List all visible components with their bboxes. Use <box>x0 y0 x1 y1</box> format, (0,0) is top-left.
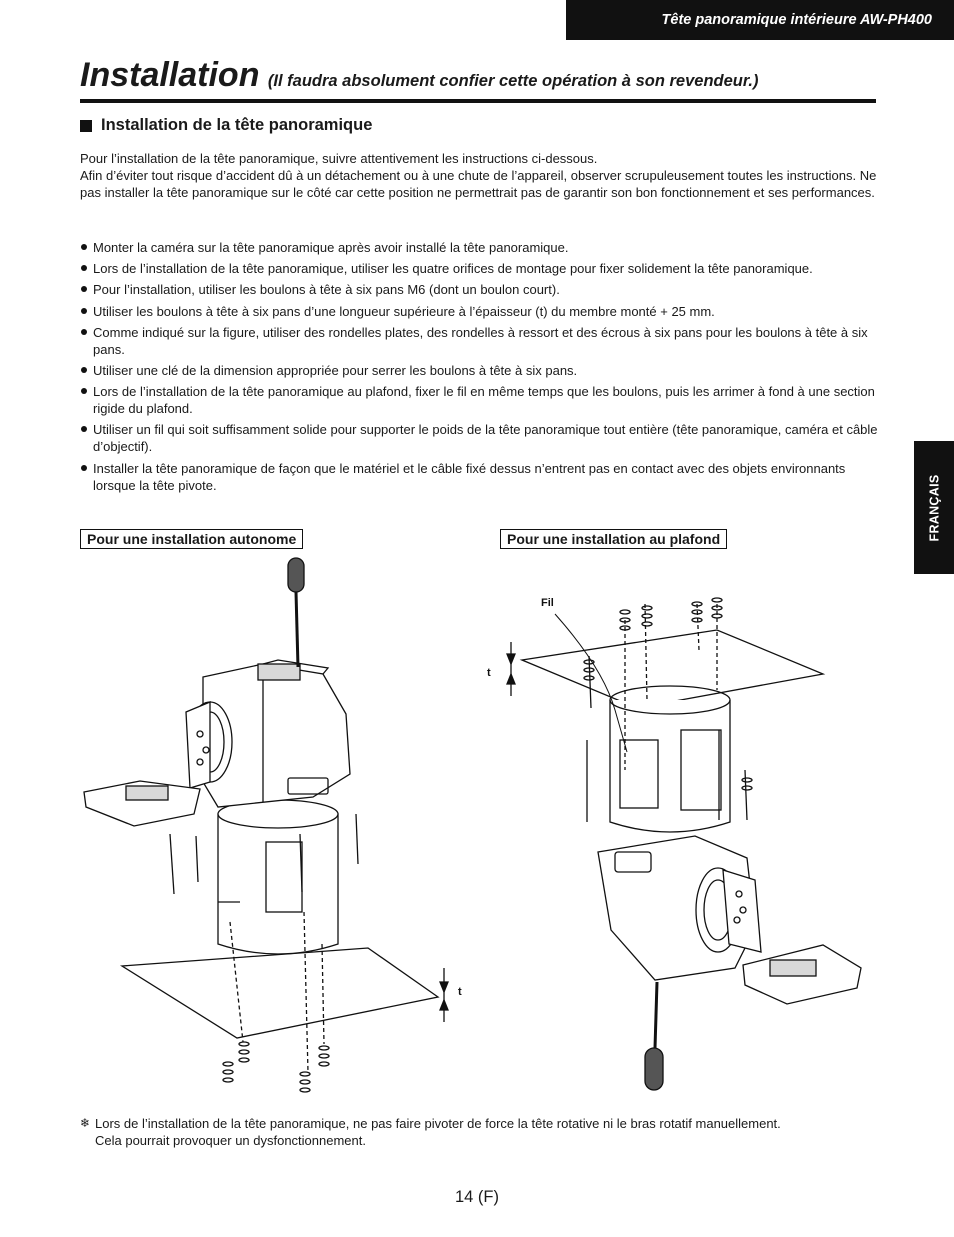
base-plate <box>122 948 438 1038</box>
intro-paragraph: Pour l’installation de la tête panoramique, suivre attentivement les instructions ci-dessous. <box>80 151 598 166</box>
antenna-rod <box>655 982 657 1048</box>
list-item: Lors de l’installation de la tête panoramique, utiliser les quatre orifices de montage pour fixer solidement la tête panoramique. <box>80 260 880 277</box>
note-line-2: Cela pourrait provoquer un dysfonctionnement. <box>95 1133 366 1148</box>
page-title <box>80 56 876 103</box>
bullet-icon <box>81 265 87 271</box>
pedestal-body <box>218 814 338 954</box>
bullet-icon <box>81 426 87 432</box>
section-heading <box>80 116 372 135</box>
bullet-icon <box>81 286 87 292</box>
standalone-installation-illustration <box>78 552 478 1097</box>
list-item: Pour l’installation, utiliser les boulons à tête à six pans M6 (dont un boulon court). <box>80 281 880 298</box>
snowflake-note-icon: ❄ <box>80 1116 91 1130</box>
bullet-icon <box>81 465 87 471</box>
product-title: Tête panoramique intérieure AW-PH400 <box>661 12 932 28</box>
note-line-1: Lors de l’installation de la tête panoramique, ne pas faire pivoter de force la tête rotative ni le bras rotatif manuellement. <box>95 1116 781 1131</box>
ceiling-figure-label: Pour une installation au plafond <box>500 529 727 549</box>
title-subtitle: (Il faudra absolument confier cette opération à son revendeur.) <box>267 72 759 90</box>
header-bar <box>566 0 954 40</box>
wire-label: Fil <box>541 597 554 609</box>
language-tab-label: FRANÇAIS <box>927 474 942 541</box>
black-square-icon <box>80 120 92 132</box>
list-item: Utiliser une clé de la dimension appropriée pour serrer les boulons à tête à six pans. <box>80 362 880 379</box>
list-item: Monter la caméra sur la tête panoramique après avoir installé la tête panoramique. <box>80 239 880 256</box>
bullet-icon <box>81 329 87 335</box>
caution-note <box>80 1115 880 1149</box>
bullet-icon <box>81 244 87 250</box>
side-arm <box>723 870 761 952</box>
bullet-icon <box>81 388 87 394</box>
title-main: Installation <box>80 56 260 94</box>
nut-washer-stacks <box>223 1042 329 1092</box>
page-number: 14 (F) <box>454 1188 499 1206</box>
list-item: Installer la tête panoramique de façon que le matériel et le câble fixé dessus n’entrent pas en contact avec des objets environnants lorsque la tête pivote. <box>80 460 880 494</box>
bullet-icon <box>81 367 87 373</box>
standalone-figure-label: Pour une installation autonome <box>80 529 303 549</box>
ceiling-installation-illustration <box>485 590 865 1100</box>
thickness-label: t <box>487 667 491 679</box>
section-heading-text: Installation de la tête panoramique <box>101 116 373 134</box>
antenna-rod <box>296 592 298 667</box>
language-tab <box>914 441 954 574</box>
list-item: Comme indiqué sur la figure, utiliser des rondelles plates, des rondelles à ressort et des écrous à six pans pour les boulons à tête à six pans. <box>80 324 880 358</box>
bullet-icon <box>81 308 87 314</box>
list-item: Utiliser les boulons à tête à six pans d’une longueur supérieure à l’épaisseur (t) du membre monté + 25 mm. <box>80 303 880 320</box>
side-arm <box>186 702 210 788</box>
thickness-label: t <box>458 986 462 998</box>
instruction-list <box>80 239 880 498</box>
pedestal-body <box>610 700 730 832</box>
intro-text <box>80 150 880 202</box>
intro-paragraph: Afin d’éviter tout risque d’accident dû à un détachement ou à une chute de l’appareil, observer scrupuleusement toutes les instructions. Ne pas installer la tête panoramique sur le côté car cette position ne permettrait pas de garantir son bon fonctionnement et ses performances. <box>80 168 877 201</box>
list-item: Lors de l’installation de la tête panoramique au plafond, fixer le fil en même temps que les boulons, puis les arrimer à fond à une section rigide du plafond. <box>80 383 880 417</box>
list-item: Utiliser un fil qui soit suffisamment solide pour supporter le poids de la tête panoramique tout entière (tête panoramique, caméra et câble d’objectif). <box>80 421 880 455</box>
ceiling-plate <box>522 630 823 708</box>
